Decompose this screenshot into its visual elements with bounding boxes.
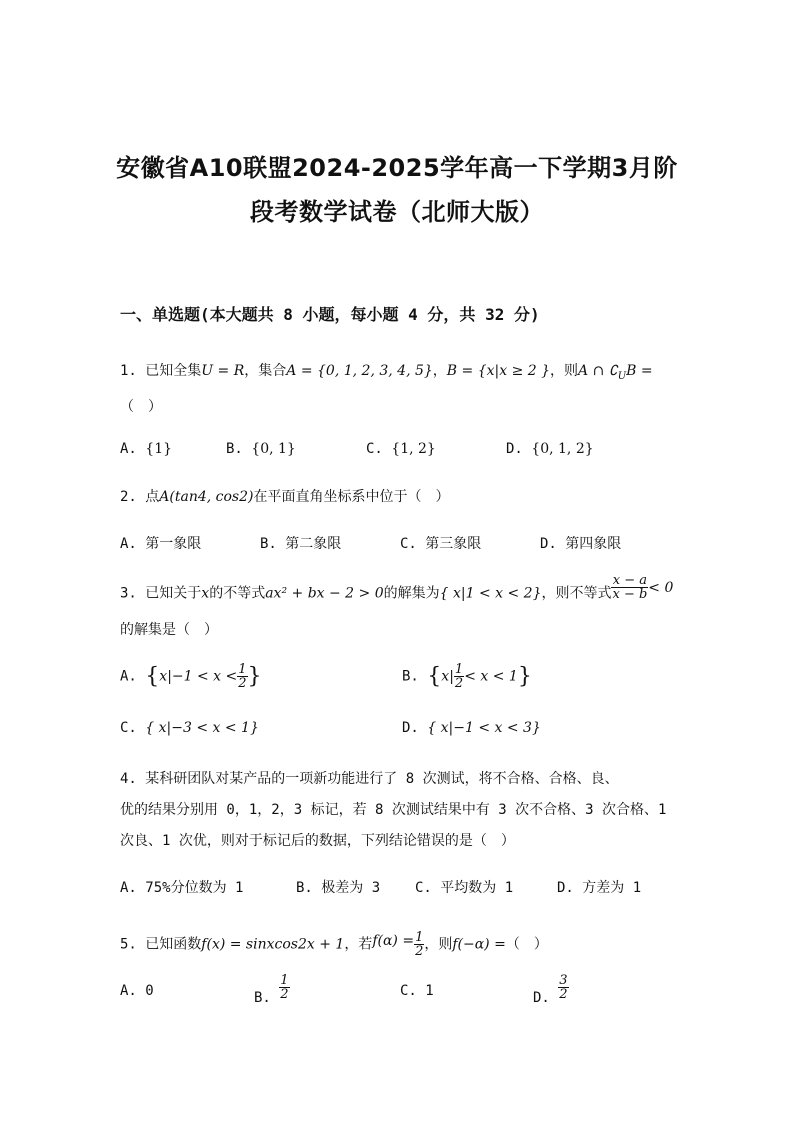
option-label: D.	[533, 989, 550, 1006]
option-fraction	[558, 974, 568, 1001]
q5-text: ，若	[344, 936, 373, 953]
q1-expression: A ∩ ∁	[578, 363, 618, 379]
q5-option-d	[533, 973, 569, 1006]
q5-text: ，则	[424, 936, 453, 953]
q2-prefix: 2. 点	[120, 489, 160, 505]
q2-text: 在平面直角坐标系中位于（ ）	[253, 489, 450, 505]
q1-prefix: 1. 已知全集	[120, 363, 202, 379]
option-value: 0	[145, 983, 154, 999]
option-set-text: x|	[441, 668, 454, 685]
q5-option-b	[254, 973, 290, 1006]
q1-expression-end: B =	[626, 363, 653, 379]
question-3	[120, 573, 674, 607]
fraction-denominator: 2	[559, 987, 568, 1002]
option-value: {0, 1, 2}	[531, 441, 594, 457]
q3-option-a	[120, 663, 262, 690]
option-set-text: x|−1 < x <	[159, 668, 238, 685]
q1-text: ，则	[550, 363, 579, 379]
fraction-numerator: 1	[454, 662, 464, 677]
option-label: B.	[226, 441, 243, 457]
q2-option-b	[260, 533, 341, 553]
fraction-numerator: 1	[238, 662, 247, 677]
q1-set-b: B = {x|x ≥ 2 }	[446, 363, 551, 379]
option-fraction	[454, 663, 464, 690]
option-label: A.	[120, 536, 137, 552]
option-label: A.	[120, 668, 137, 685]
option-label: B.	[260, 536, 277, 552]
q5-option-a	[120, 983, 154, 999]
option-label: A.	[120, 880, 137, 896]
option-value: {1, 2}	[391, 441, 436, 457]
fraction-numerator: x − a	[612, 573, 648, 588]
q1-set-a: A = {0, 1, 2, 3, 4, 5}	[286, 363, 433, 379]
option-label: C.	[400, 983, 417, 999]
q3-less-than-zero: < 0	[648, 579, 674, 596]
exam-title-line-2: 段考数学试卷（北师大版）	[250, 198, 544, 226]
option-fraction	[279, 974, 289, 1001]
q1-answer-paren: （ ）	[120, 399, 162, 415]
question-5	[120, 931, 548, 958]
q5-answer-paren: （ ）	[505, 936, 548, 953]
q1-subscript: U	[617, 370, 627, 382]
option-value: 平均数为 1	[440, 880, 514, 896]
q3-line-2: 的解集是（ ）	[120, 622, 218, 638]
q3-text: 的不等式	[209, 585, 266, 602]
fraction-denominator: 2	[415, 944, 424, 959]
q5-ask: f(−α) =	[452, 936, 506, 953]
q4-line-2: 优的结果分别用 0，1，2，3 标记，若 8 次测试结果中有 3 次不合格、3 次合格、1	[120, 802, 667, 818]
fraction-denominator: 2	[454, 676, 464, 691]
option-fraction	[237, 663, 247, 690]
option-label: B.	[402, 668, 419, 685]
q1-option-d	[506, 441, 594, 457]
section-heading: 一、单选题(本大题共 8 小题，每小题 4 分，共 32 分)	[120, 305, 540, 324]
exam-title-line-1: 安徽省A10联盟2024-2025学年高一下学期3月阶	[116, 154, 678, 182]
fraction-denominator: 2	[238, 676, 247, 691]
q4-option-c	[415, 877, 513, 897]
option-value: 第二象限	[285, 536, 342, 552]
q1-option-c	[366, 441, 436, 457]
option-value: 1	[425, 983, 434, 999]
left-brace: {	[145, 664, 160, 689]
q5-condition: f(α) =	[372, 932, 415, 949]
question-1	[120, 360, 653, 382]
q1-text: ，集合	[244, 363, 287, 379]
q3-prefix: 3. 已知关于	[120, 585, 202, 602]
q3-option-d	[402, 720, 541, 736]
option-value: { x|−3 < x < 1}	[145, 720, 259, 736]
q3-fraction	[611, 574, 648, 601]
q4-line-3: 次良、1 次优，则对于标记后的数据，下列结论错误的是（ ）	[120, 833, 515, 849]
fraction-numerator: 1	[415, 930, 424, 945]
q5-option-c	[400, 983, 434, 999]
option-label: C.	[415, 880, 432, 896]
fraction-numerator: 1	[280, 973, 289, 988]
q4-option-b	[296, 877, 380, 897]
option-value: 75%分位数为 1	[145, 880, 244, 896]
q4-option-d	[557, 877, 641, 897]
q2-point: A(tan4, cos2)	[159, 489, 254, 505]
option-value: 第四象限	[565, 536, 622, 552]
fraction-denominator: x − b	[612, 587, 648, 602]
option-label: B.	[254, 989, 271, 1006]
left-brace: {	[427, 664, 442, 689]
q3-inequality: ax² + bx − 2 > 0	[265, 585, 384, 602]
option-set-text: < x < 1	[464, 668, 518, 685]
option-label: D.	[402, 720, 419, 736]
option-label: A.	[120, 441, 137, 457]
option-value: 方差为 1	[582, 880, 642, 896]
option-value: 极差为 3	[321, 880, 381, 896]
q2-option-d	[540, 533, 621, 553]
q3-solution-set: { x|1 < x < 2}	[439, 585, 542, 602]
right-brace: }	[517, 664, 532, 689]
fraction-denominator: 2	[280, 987, 289, 1002]
option-label: B.	[296, 880, 313, 896]
q2-option-a	[120, 533, 201, 553]
q1-option-a	[120, 441, 172, 457]
q3-option-b	[402, 663, 532, 690]
q4-option-a	[120, 877, 243, 897]
option-label: C.	[120, 720, 137, 736]
option-label: C.	[400, 536, 417, 552]
q3-option-c	[120, 720, 259, 736]
option-value: 第三象限	[425, 536, 482, 552]
option-value: {1}	[145, 441, 173, 457]
q5-prefix: 5. 已知函数	[120, 936, 202, 953]
option-label: A.	[120, 983, 137, 999]
q5-function: f(x) = sinxcos2x + 1	[201, 936, 345, 953]
option-label: D.	[557, 880, 574, 896]
option-value: 第一象限	[145, 536, 202, 552]
q5-condition-fraction	[414, 931, 424, 958]
q1-text: ，	[432, 363, 447, 379]
option-value: { x|−1 < x < 3}	[427, 720, 541, 736]
option-label: C.	[366, 441, 383, 457]
q1-option-b	[226, 441, 296, 457]
right-brace: }	[247, 664, 262, 689]
q3-variable: x	[201, 585, 210, 602]
q1-universal-set: U = R	[201, 363, 245, 379]
q3-text: ，则不等式	[541, 585, 612, 602]
option-value: {0, 1}	[251, 441, 296, 457]
question-2	[120, 486, 450, 506]
q3-text: 的解集为	[383, 585, 440, 602]
option-label: D.	[540, 536, 557, 552]
option-label: D.	[506, 441, 523, 457]
q2-option-c	[400, 533, 481, 553]
fraction-numerator: 3	[559, 973, 568, 988]
q4-line-1: 4. 某科研团队对某产品的一项新功能进行了 8 次测试，将不合格、合格、良、	[120, 771, 619, 787]
